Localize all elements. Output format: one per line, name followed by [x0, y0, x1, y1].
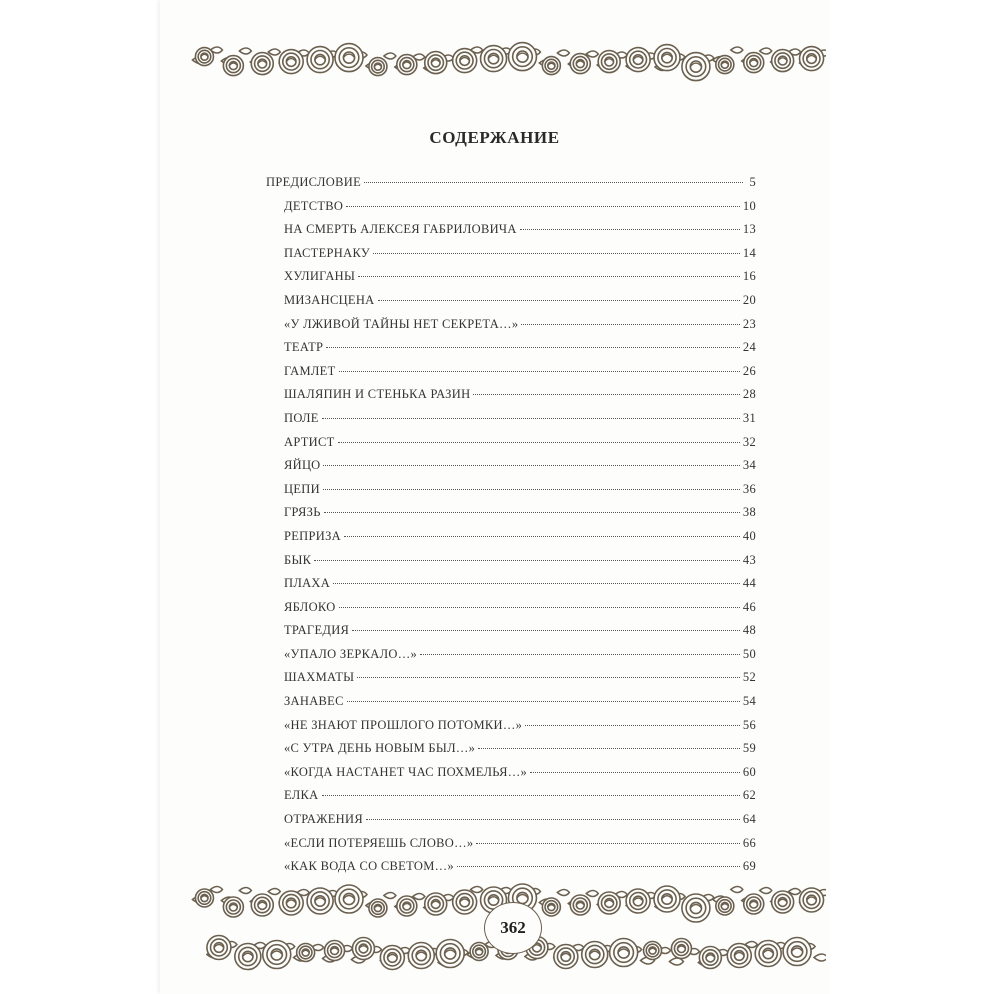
- rose-icon: [508, 43, 536, 71]
- rose-icon: [755, 941, 781, 967]
- toc-entry-page: 23: [742, 316, 756, 331]
- dot-leader: [333, 583, 740, 584]
- rose-icon: [772, 50, 794, 72]
- rose-icon: [325, 941, 345, 961]
- toc-entry-title: «КОГДА НАСТАНЕТ ЧАС ПОХМЕЛЬЯ…»: [284, 764, 528, 779]
- rose-icon: [453, 49, 477, 73]
- toc-entry-page: 36: [742, 481, 756, 496]
- rose-icon: [654, 45, 680, 71]
- page-number-badge: 362: [484, 902, 542, 954]
- toc-entry-title: БЫК: [284, 552, 312, 567]
- dot-leader: [344, 536, 740, 537]
- toc-entry: [266, 717, 756, 741]
- dot-leader: [478, 748, 740, 749]
- toc-entry-title: ЦЕПИ: [284, 481, 320, 496]
- leaf-icon: [239, 48, 251, 54]
- dot-leader: [339, 371, 740, 372]
- rose-icon: [453, 890, 477, 914]
- rose-icon: [223, 897, 243, 917]
- dot-leader: [346, 206, 740, 207]
- rose-icon: [654, 886, 680, 912]
- dot-leader: [323, 489, 740, 490]
- rose-icon: [425, 52, 447, 74]
- toc-entry-page: 48: [742, 623, 756, 638]
- toc-entry-title: «НЕ ЗНАЮТ ПРОШЛОГО ПОТОМКИ…»: [284, 717, 523, 732]
- leaf-icon: [760, 48, 772, 54]
- toc-entry-page: 31: [742, 410, 756, 425]
- leaf-icon: [557, 890, 569, 896]
- rose-icon: [744, 53, 764, 73]
- toc-entry-page: 54: [742, 694, 756, 709]
- rose-icon: [408, 943, 434, 969]
- dot-leader: [314, 560, 740, 561]
- rose-icon: [369, 899, 387, 917]
- rose-icon: [626, 48, 650, 72]
- toc-entry-title: ОТРАЖЕНИЯ: [284, 812, 363, 827]
- dot-leader: [324, 512, 740, 513]
- leaf-icon: [268, 49, 280, 55]
- dot-leader: [357, 677, 740, 678]
- rose-icon: [570, 895, 590, 915]
- toc-entry-page: 50: [742, 646, 756, 661]
- leaf-icon: [239, 888, 251, 894]
- toc-entry-title: РЕПРИЗА: [284, 528, 341, 543]
- rose-icon: [800, 888, 824, 912]
- leaf-icon: [210, 887, 222, 893]
- dot-leader: [364, 182, 743, 183]
- dot-leader: [347, 701, 740, 702]
- toc-entry-title: МИЗАНСЦЕНА: [284, 292, 375, 307]
- toc-entry-title: ТЕАТР: [284, 340, 324, 355]
- toc-entry-page: 64: [742, 812, 756, 827]
- toc-entry: [266, 481, 756, 505]
- toc-entry: [266, 434, 756, 458]
- toc-entry-page: 69: [742, 859, 756, 874]
- rose-icon: [682, 53, 710, 81]
- rose-icon: [727, 944, 751, 968]
- toc-entry-title: ХУЛИГАНЫ: [284, 269, 356, 284]
- toc-entry-page: 28: [742, 387, 756, 402]
- toc-entry-title: ЯЙЦО: [284, 458, 321, 473]
- toc-entry: [266, 811, 756, 835]
- dot-leader: [530, 772, 740, 773]
- rose-icon: [352, 938, 374, 960]
- rose-icon: [235, 944, 261, 970]
- toc-entry: [266, 693, 756, 717]
- toc-entry-page: 10: [742, 198, 756, 213]
- rose-icon: [644, 942, 662, 960]
- toc-entry-page: 5: [749, 175, 756, 189]
- toc-entry-page: 56: [742, 717, 756, 732]
- toc-entry-title: НА СМЕРТЬ АЛЕКСЕЯ ГАБРИЛОВИЧА: [284, 222, 517, 237]
- rose-icon: [542, 57, 560, 75]
- toc-entry: [266, 504, 756, 528]
- rose-icon: [554, 945, 578, 969]
- toc-entry-page: 24: [742, 340, 756, 355]
- rose-icon: [380, 946, 404, 970]
- rose-icon: [279, 891, 303, 915]
- leaf-icon: [384, 53, 396, 59]
- toc-entry: [266, 599, 756, 623]
- dot-leader: [373, 253, 740, 254]
- toc-entry-page: 59: [742, 741, 756, 756]
- toc-entry: [266, 787, 756, 811]
- toc-entry-title: ПОЛЕ: [284, 410, 319, 425]
- toc-entry-title: «УПАЛО ЗЕРКАЛО…»: [284, 646, 418, 661]
- toc-entry: [266, 669, 756, 693]
- rose-icon: [279, 50, 303, 74]
- dot-leader: [525, 725, 740, 726]
- leaf-icon: [384, 893, 396, 899]
- dot-leader: [520, 229, 740, 230]
- rose-icon: [251, 53, 273, 75]
- toc-entry: [266, 174, 756, 198]
- dot-leader: [420, 654, 740, 655]
- rose-icon: [682, 894, 710, 922]
- toc-entry-title: «ЕСЛИ ПОТЕРЯЕШЬ СЛОВО…»: [284, 835, 474, 850]
- toc-entry-page: 52: [742, 670, 756, 685]
- toc-entry: [266, 646, 756, 670]
- toc-entry-title: АРТИСТ: [284, 434, 335, 449]
- dot-leader: [473, 394, 739, 395]
- toc-entry-title: ГРЯЗЬ: [284, 505, 321, 520]
- rose-icon: [744, 894, 764, 914]
- table-of-contents: [266, 174, 756, 882]
- rose-icon: [598, 892, 620, 914]
- rose-icon: [716, 897, 734, 915]
- toc-entry: [266, 292, 756, 316]
- toc-entry-title: ПРЕДИСЛОВИЕ: [266, 175, 361, 189]
- toc-entry: [266, 764, 756, 788]
- toc-entry: [266, 386, 756, 410]
- toc-entry-title: ДЕТСТВО: [284, 198, 344, 213]
- toc-entry-page: 40: [742, 528, 756, 543]
- dot-leader: [323, 465, 739, 466]
- dot-leader: [338, 442, 740, 443]
- rose-icon: [369, 58, 387, 76]
- dot-leader: [378, 300, 740, 301]
- rose-icon: [626, 889, 650, 913]
- leaf-icon: [731, 887, 743, 893]
- dot-leader: [352, 630, 740, 631]
- rose-icon: [470, 943, 488, 961]
- rose-icon: [610, 939, 638, 967]
- toc-entry-page: 16: [742, 269, 756, 284]
- toc-entry-title: ЗАНАВЕС: [284, 694, 344, 709]
- rose-icon: [195, 48, 213, 66]
- toc-entry: [266, 552, 756, 576]
- dot-leader: [322, 795, 740, 796]
- toc-entry-page: 43: [742, 552, 756, 567]
- toc-entry-page: 32: [742, 434, 756, 449]
- dot-leader: [358, 276, 740, 277]
- toc-entry-page: 46: [742, 599, 756, 614]
- rose-icon: [783, 938, 811, 966]
- toc-entry: [266, 457, 756, 481]
- rose-icon: [223, 56, 243, 76]
- dot-leader: [339, 607, 740, 608]
- leaf-icon: [268, 889, 280, 895]
- toc-entry: [266, 316, 756, 340]
- rose-icon: [263, 941, 291, 969]
- leaf-icon: [731, 47, 743, 53]
- rose-icon: [397, 55, 417, 75]
- toc-entry-page: 60: [742, 764, 756, 779]
- toc-entry-title: «КАК ВОДА СО СВЕТОМ…»: [284, 859, 454, 874]
- rose-icon: [425, 893, 447, 915]
- rose-icon: [307, 888, 333, 914]
- toc-entry-page: 66: [742, 835, 756, 850]
- rose-icon: [542, 898, 560, 916]
- dot-leader: [322, 418, 740, 419]
- dot-leader: [521, 324, 740, 325]
- rose-icon: [716, 56, 734, 74]
- toc-entry-page: 38: [742, 505, 756, 520]
- toc-entry: [266, 363, 756, 387]
- toc-entry-title: ТРАГЕДИЯ: [284, 623, 350, 638]
- rose-icon: [335, 885, 363, 913]
- toc-entry-title: «С УТРА ДЕНЬ НОВЫМ БЫЛ…»: [284, 741, 476, 756]
- leaf-icon: [814, 954, 826, 961]
- leaf-icon: [586, 51, 598, 57]
- toc-entry: [266, 410, 756, 434]
- toc-entry-title: «У ЛЖИВОЙ ТАЙНЫ НЕТ СЕКРЕТА…»: [284, 316, 519, 331]
- toc-entry-page: 20: [742, 292, 756, 307]
- toc-entry: [266, 221, 756, 245]
- toc-entry-title: ЕЛКА: [284, 788, 319, 803]
- dot-leader: [457, 866, 740, 867]
- toc-entry-title: ПАСТЕРНАКУ: [284, 245, 370, 260]
- toc-entry-title: ПЛАХА: [284, 576, 331, 591]
- rose-icon: [481, 46, 507, 72]
- rose-icon: [582, 942, 608, 968]
- dot-leader: [366, 819, 740, 820]
- rose-icon: [297, 944, 315, 962]
- rose-icon: [598, 51, 620, 73]
- rose-icon: [397, 896, 417, 916]
- toc-entry: [266, 339, 756, 363]
- leaf-icon: [471, 887, 483, 893]
- toc-entry-page: 34: [742, 458, 756, 473]
- toc-entry: [266, 245, 756, 269]
- leaf-icon: [586, 891, 598, 897]
- toc-entry: [266, 198, 756, 222]
- rose-icon: [207, 936, 231, 960]
- dot-leader: [326, 347, 740, 348]
- toc-entry-page: 44: [742, 576, 756, 591]
- toc-entry-page: 13: [742, 222, 756, 237]
- toc-entry-title: ГАМЛЕТ: [284, 363, 336, 378]
- toc-entry: [266, 835, 756, 859]
- rose-icon: [800, 47, 824, 71]
- toc-entry-page: 26: [742, 363, 756, 378]
- rose-icon: [307, 47, 333, 73]
- toc-entry-title: ШАЛЯПИН И СТЕНЬКА РАЗИН: [284, 387, 471, 402]
- toc-entry-title: ШАХМАТЫ: [284, 670, 355, 685]
- rose-icon: [251, 894, 273, 916]
- toc-entry-title: ЯБЛОКО: [284, 599, 336, 614]
- rose-icon: [772, 891, 794, 913]
- rose-icon: [195, 889, 213, 907]
- rose-icon: [570, 54, 590, 74]
- rose-garland-top-icon: [190, 40, 826, 112]
- rose-icon: [671, 939, 691, 959]
- page-title: СОДЕРЖАНИЕ: [429, 128, 560, 147]
- toc-entry-page: 62: [742, 788, 756, 803]
- toc-entry: [266, 528, 756, 552]
- leaf-icon: [557, 50, 569, 56]
- toc-entry: [266, 622, 756, 646]
- leaf-icon: [760, 888, 772, 894]
- rose-icon: [436, 940, 464, 968]
- toc-entry: [266, 268, 756, 292]
- dot-leader: [476, 843, 739, 844]
- rose-icon: [699, 947, 721, 969]
- toc-entry: [266, 740, 756, 764]
- toc-entry: [266, 575, 756, 599]
- rose-icon: [335, 44, 363, 72]
- toc-entry-page: 14: [742, 245, 756, 260]
